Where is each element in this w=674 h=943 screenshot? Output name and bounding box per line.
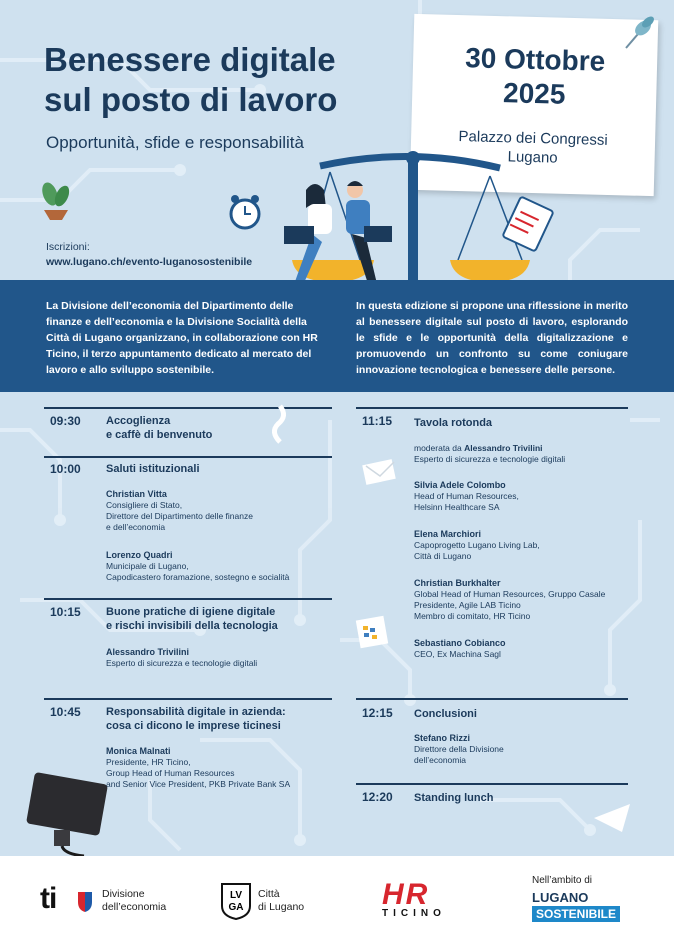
speaker-name: Stefano Rizzi: [414, 733, 471, 743]
registration-link[interactable]: www.lugano.ch/evento-luganosostenibile: [46, 256, 253, 268]
speaker-name: Sebastiano Cobianco: [414, 638, 506, 648]
session-time: 10:00: [50, 462, 81, 476]
poster-title: Benessere digitale sul posto di lavoro: [44, 41, 338, 118]
hr-ticino-logo: [378, 878, 468, 922]
speaker-role: Presidente, HR Ticino, Group Head of Human Resources and Senior Vice President, PKB Private Bank SA: [106, 757, 291, 789]
sdg-wheel-icon: [528, 890, 534, 896]
speaker-name: Lorenzo Quadri: [106, 550, 173, 560]
lugano-word: LUGANO: [532, 890, 589, 905]
session-title: Responsabilità digitale in azienda: cosa ci dicono le imprese ticinesi: [106, 706, 286, 732]
ambit-label: Nell’ambito di: [532, 875, 593, 886]
speaker-name: Elena Marchiori: [414, 529, 482, 539]
session-title: Buone pratiche di igiene digitale e rischi invisibili della tecnologia: [106, 606, 278, 632]
hr-mark: HR: [382, 878, 430, 911]
division-name: Divisione dell’economia: [102, 888, 167, 913]
divider: [356, 783, 628, 785]
event-date-year: 2025: [502, 77, 566, 110]
lvga-crest-icon: [220, 882, 252, 920]
speaker-name: Alessandro Trivilini: [106, 647, 190, 657]
speaker-role: Consigliere di Stato, Direttore del Dipartimento delle finanze e dell’economia: [106, 500, 253, 532]
ti-logo: [40, 882, 180, 922]
session-time: 10:15: [50, 605, 81, 619]
speaker-role: CEO, Ex Machina Sagl: [414, 649, 501, 659]
intro-right-text: In questa edizione si propone una riflessione in merito al benessere digitale sul posto di lavoro, esplorando le sfide e le opportunità della digitalizzazione e promuovendo un confronto su come coniugare innovazione tecnologica e benessere delle persone.: [356, 300, 628, 376]
envelope-icon: [360, 458, 400, 488]
venue-city: Lugano: [507, 148, 558, 167]
session-title: Accoglienza e caffè di benvenuto: [106, 415, 213, 441]
speaker-name: Christian Burkhalter: [414, 578, 501, 588]
session-time: 11:15: [362, 414, 393, 428]
speaker-role: Municipale di Lugano, Capodicastero foramazione, sostegno e socialità: [106, 561, 290, 582]
session-time: 09:30: [50, 414, 81, 428]
lugano-logo: [220, 882, 330, 922]
monitor-icon: [24, 772, 114, 856]
footer-logos: [0, 856, 674, 943]
session-time: 12:15: [362, 706, 393, 720]
session-title: Standing lunch: [414, 792, 494, 804]
speaker-role: Global Head of Human Resources, Gruppo Casale Presidente, Agile LAB Ticino Membro di comitato, HR Ticino: [414, 589, 606, 621]
calendar-icon: [352, 612, 392, 652]
moderator-name: Alessandro Trivilini: [464, 443, 543, 453]
sostenibile-word: SOSTENIBILE: [532, 906, 620, 922]
session-title: Tavola rotonda: [414, 417, 493, 429]
session-title: Saluti istituzionali: [106, 463, 200, 475]
divider: [356, 407, 628, 409]
registration-label: Iscrizioni:: [46, 241, 90, 253]
session-time: 10:45: [50, 705, 81, 719]
intro-left-text: La Divisione dell’economia del Dipartimento delle finanze e dell’economia e la Divisione Socialità della Città di Lugano organizzano, in collaborazione con HR Ticino, il terzo appuntamento dedicato al mercato del lavoro e allo sviluppo sostenibile.: [46, 300, 318, 376]
coffee-steam-icon: [266, 402, 296, 452]
speaker-role: Capoprogetto Lugano Living Lab, Città di Lugano: [414, 540, 540, 561]
speaker-name: Silvia Adele Colombo: [414, 480, 506, 490]
moderator: moderata da Alessandro Trivilini Esperto di sicurezza e tecnologie digitali: [414, 443, 566, 464]
paper-plane-icon: [592, 800, 632, 836]
venue-name: Palazzo dei Congressi: [458, 128, 608, 149]
speaker-role: Direttore della Divisione dell’economia: [414, 744, 504, 765]
svg-text:LV: LV: [229, 890, 243, 901]
session-time: 12:20: [362, 790, 393, 804]
svg-text:GA: GA: [228, 902, 244, 913]
event-date-day: 30 Ottobre: [464, 42, 606, 77]
speaker-name: Christian Vitta: [106, 489, 167, 499]
ti-mark: ti: [40, 882, 57, 915]
speaker-name: Monica Malnati: [106, 746, 171, 756]
speaker-role: Head of Human Resources, Helsinn Healthcare SA: [414, 491, 519, 512]
lugano-sostenibile-logo: [528, 874, 638, 930]
divider: [356, 698, 628, 700]
poster-subtitle: Opportunità, sfide e responsabilità: [46, 133, 304, 152]
city-name: Città di Lugano: [258, 888, 305, 913]
session-title: Conclusioni: [414, 708, 477, 720]
ticino-shield-icon: [78, 892, 92, 912]
hr-subtitle: TICINO: [382, 908, 446, 919]
speaker-role: Esperto di sicurezza e tecnologie digitali: [106, 658, 258, 668]
